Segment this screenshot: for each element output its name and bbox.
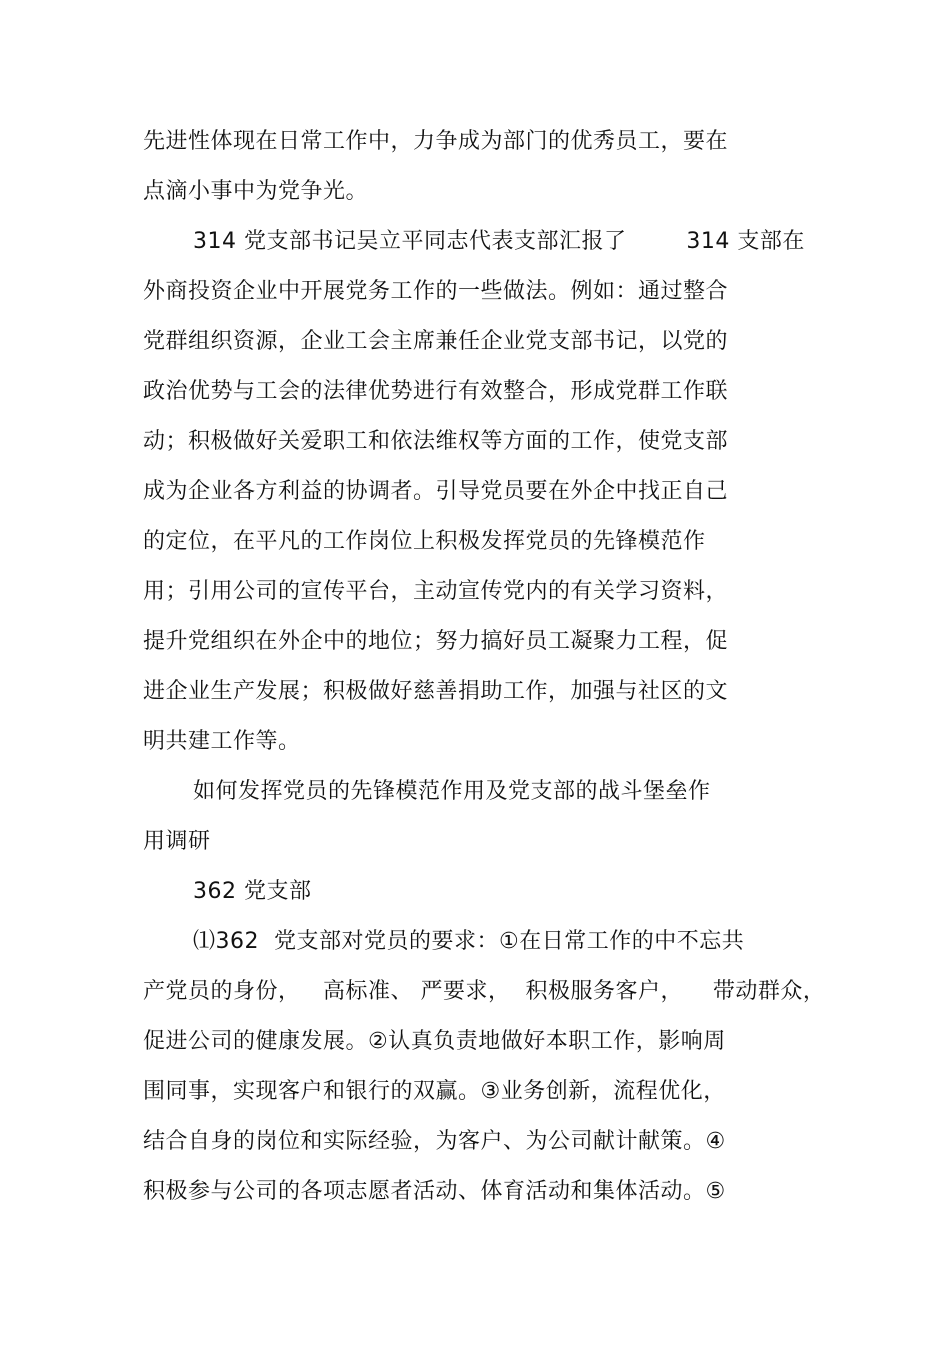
paragraph-start-line: 314 党支部书记吴立平同志代表支部汇报了 314 支部在 [193,229,805,254]
text-line: 先进性体现在日常工作中，力争成为部门的优秀员工，要在 [143,129,729,154]
text-line: 的定位，在平凡的工作岗位上积极发挥党员的先锋模范作 [143,529,706,554]
text-line: 进企业生产发展；积极做好慈善捐助工作，加强与社区的文 [143,679,729,704]
text-line: 提升党组织在外企中的地位；努力搞好员工凝聚力工程，促 [143,629,729,654]
section-heading-line: 用调研 [143,829,211,854]
text-line: 外商投资企业中开展党务工作的一些做法。例如：通过整合 [143,279,729,304]
text-line: 围同事，实现客户和银行的双赢。③业务创新，流程优化， [143,1079,726,1104]
text-line: 产党员的身份， 高标准、 严要求， 积极服务客户， 带动群众， [143,979,826,1004]
text-line: 积极参与公司的各项志愿者活动、体育活动和集体活动。⑤ [143,1179,726,1204]
text-line: 政治优势与工会的法律优势进行有效整合，形成党群工作联 [143,379,729,404]
section-heading-line: 如何发挥党员的先锋模范作用及党支部的战斗堡垒作 [193,779,711,804]
text-line: 动；积极做好关爱职工和依法维权等方面的工作，使党支部 [143,429,729,454]
text-line: 结合自身的岗位和实际经验，为客户、为公司献计献策。④ [143,1129,726,1154]
text-line: 成为企业各方利益的协调者。引导党员要在外企中找正自己 [143,479,729,504]
text-line: 用；引用公司的宣传平台，主动宣传党内的有关学习资料， [143,579,729,604]
paragraph-start-line: ⑴362 党支部对党员的要求：①在日常工作的中不忘共 [193,929,745,954]
subheading-line: 362 党支部 [193,879,312,904]
text-line: 党群组织资源，企业工会主席兼任企业党支部书记，以党的 [143,329,729,354]
text-line: 促进公司的健康发展。②认真负责地做好本职工作，影响周 [143,1029,726,1054]
text-line: 点滴小事中为党争光。 [143,179,369,204]
text-line: 明共建工作等。 [143,729,301,754]
